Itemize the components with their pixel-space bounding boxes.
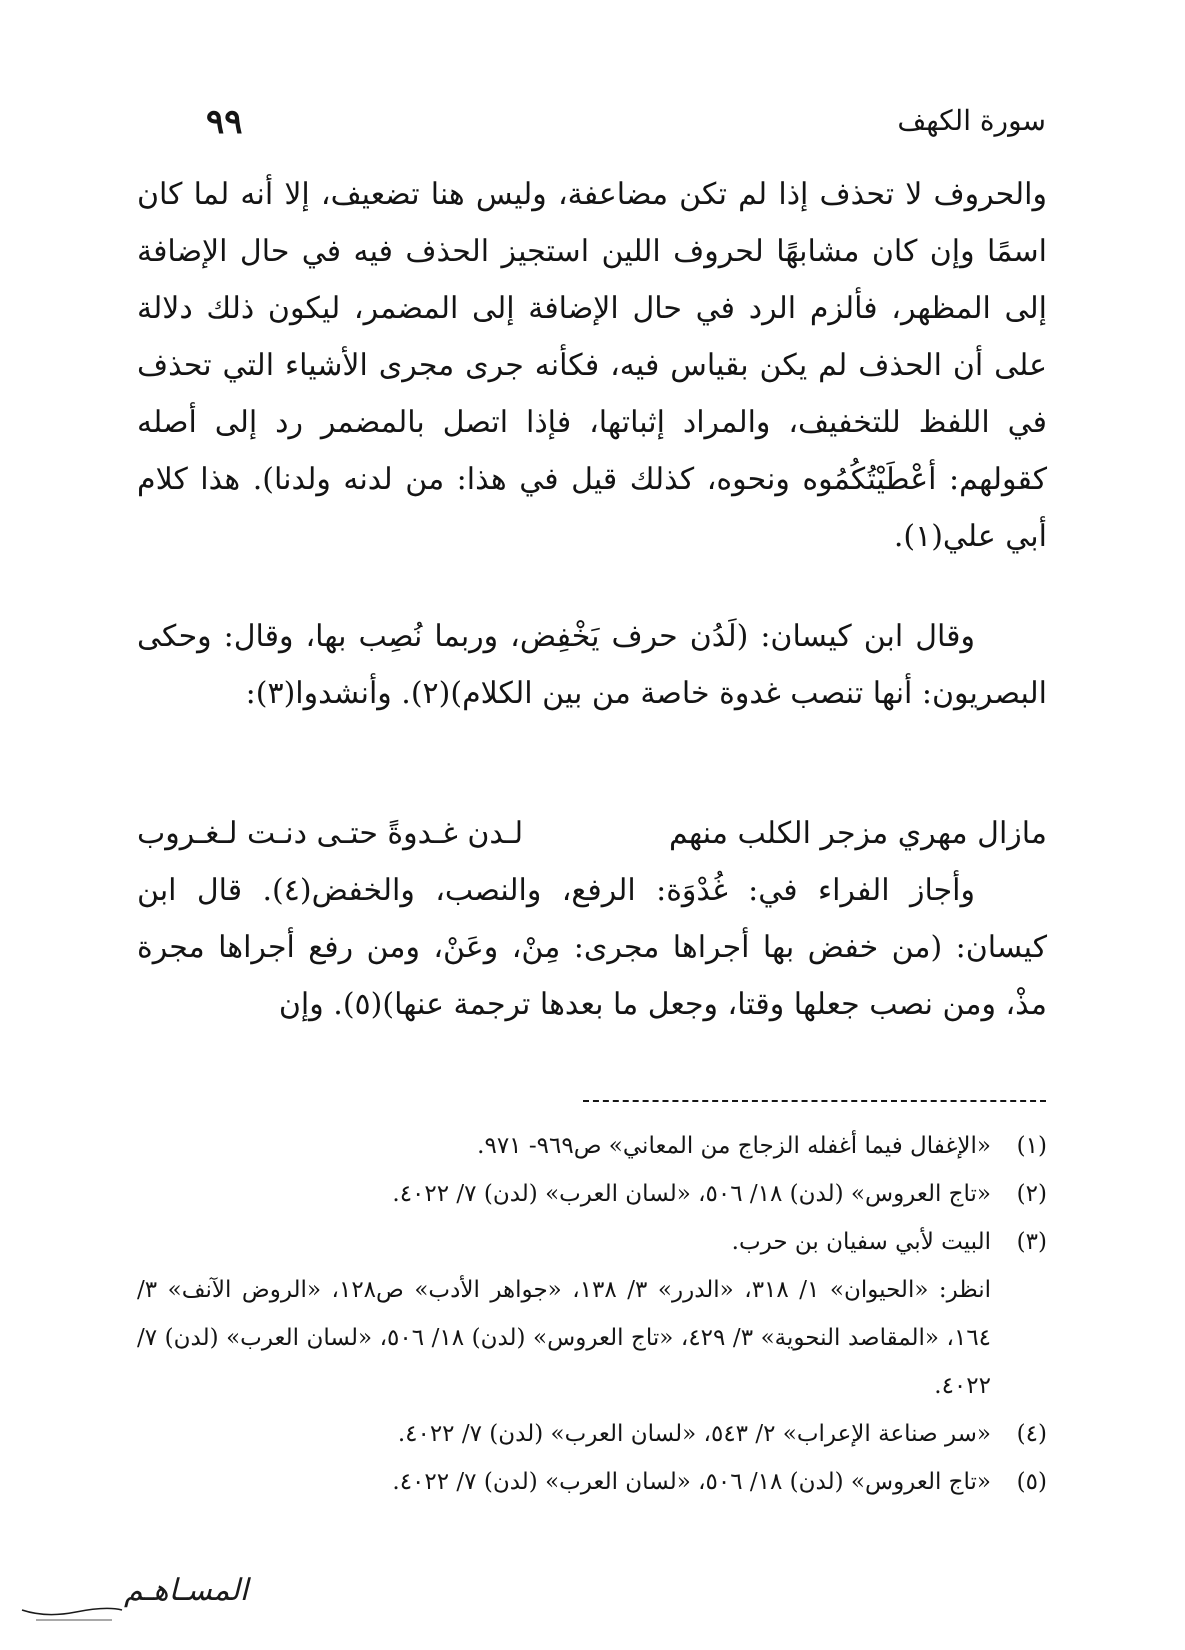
footnote-text: «سر صناعة الإعراب» ٢/ ٥٤٣، «لسان العرب» (لدن) ٧/ ٤٠٢٢. [397,1421,991,1447]
footnote-separator [583,1100,1046,1102]
footnote-number: (١) [1016,1133,1047,1159]
footnote-number: (٥) [1016,1469,1047,1495]
footnote-text: «الإغفال فيما أغفله الزجاج من المعاني» ص٩٦٩- ٩٧١. [477,1133,991,1159]
footnote-number: (٤) [1016,1421,1047,1447]
footnote-2 [137,1170,1047,1218]
footnote-text: «تاج العروس» (لدن) ١٨/ ٥٠٦، «لسان العرب» (لدن) ٧/ ٤٠٢٢. [392,1181,991,1207]
paragraph-text: والحروف لا تحذف إذا لم تكن مضاعفة، وليس هنا تضعيف، إلا أنه لما كان اسمًا وإن كان مشابهًا لحروف اللين استجيز الحذف فيه في حال الإضافة إلى المظهر، فألزم الرد في حال الإضافة إلى المضمر، ليكون ذلك دلالة على أن الحذف لم يكن بقياس فيه، فكأنه جرى مجرى الأشياء التي تحذف في اللفظ للتخفيف، والمراد إثباتها، فإذا اتصل بالمضمر رد إلى أصله كقولهم: أعْطَيْتُكُمُوه ونحوه، كذلك قيل في هذا: من لدنه ولدنا). هذا كلام أبي علي(١). [137,177,1047,554]
svg-text:المسـاهـم: المسـاهـم [124,1573,249,1608]
footnote-text: «تاج العروس» (لدن) ١٨/ ٥٠٦، «لسان العرب» (لدن) ٧/ ٤٠٢٢. [392,1469,991,1495]
verse-first-hemistich: مازال مهري مزجر الكلب منهم [669,816,1047,851]
main-paragraph-1 [137,166,1047,565]
calligraphy-logo [16,1566,249,1628]
footnotes [137,1122,1047,1506]
footnote-number: (٢) [1016,1181,1047,1207]
page-number: ٩٩ [206,102,243,142]
main-paragraph-3 [137,862,1047,1033]
poetry-verse [137,805,1047,862]
paragraph-text: وقال ابن كيسان: (لَدُن حرف يَخْفِض، وربما نُصِب بها، وقال: وحكى البصريون: أنها تنصب غدوة خاصة من بين الكلام)(٢). وأنشدوا(٣): [137,619,1047,711]
paragraph-text: وأجاز الفراء في: غُدْوَة: الرفع، والنصب، والخفض(٤). قال ابن كيسان: (من خفض بها أجراها مجرى: مِنْ، وعَنْ، ومن رفع أجراها مجرة مذْ، ومن نصب جعلها وقتا، وجعل ما بعدها ترجمة عنها)(٥). وإن [137,873,1047,1022]
footnote-number: (٣) [1016,1229,1047,1255]
footnote-3-continuation: انظر: «الحيوان» ١/ ٣١٨، «الدرر» ٣/ ١٣٨، «جواهر الأدب» ص١٢٨، «الروض الآنف» ٣/ ١٦٤، «المقاصد النحوية» ٣/ ٤٢٩، «تاج العروس» (لدن) ١٨/ ٥٠٦، «لسان العرب» (لدن) ٧/ ٤٠٢٢. [137,1277,992,1399]
main-paragraph-2 [137,608,1047,722]
footnote-3 [137,1218,1047,1266]
footnote-text: البيت لأبي سفيان بن حرب. [731,1229,991,1255]
verse-second-hemistich: لـدن غـدوةً حتـى دنـت لـغـروب [137,816,524,851]
footnote-1 [137,1122,1047,1170]
footnote-5 [137,1458,1047,1506]
surah-title: سورة الكهف [897,104,1046,137]
footnote-4 [137,1410,1047,1458]
